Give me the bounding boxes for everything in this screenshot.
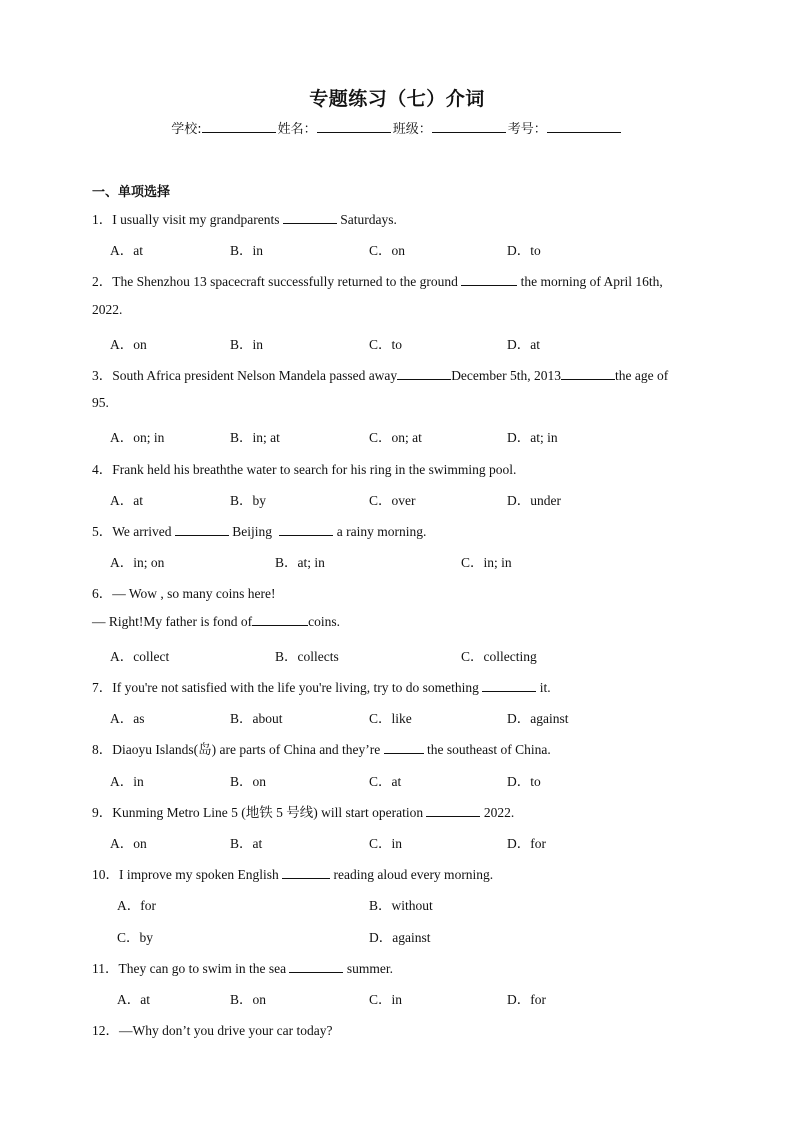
question-6: 6．— Wow , so many coins here! xyxy=(92,586,276,601)
option-b: B．by xyxy=(230,493,267,508)
option-c: C．to xyxy=(369,337,403,352)
question-text: summer. xyxy=(346,961,393,976)
option-c: C．over xyxy=(369,493,416,508)
option-c: C．in; in xyxy=(461,555,512,570)
option-d: D．at; in xyxy=(507,430,558,445)
answer-blank xyxy=(289,961,343,973)
question-8 xyxy=(92,738,551,758)
question-5 xyxy=(92,520,426,540)
option-c: C．in xyxy=(369,992,403,1007)
school-label: 学校: xyxy=(171,122,202,137)
question-3 xyxy=(92,364,668,384)
name-blank xyxy=(317,120,391,133)
exam-number-label: 考号： xyxy=(507,122,547,137)
question-10 xyxy=(92,863,493,883)
option-d: D．at xyxy=(507,337,540,352)
option-a: A．at xyxy=(110,493,143,508)
question-text: — Right!My father is fond of xyxy=(92,614,253,629)
question-text: it. xyxy=(539,680,551,695)
question-3-continued: 95. xyxy=(92,395,109,410)
option-d: D．against xyxy=(507,711,569,726)
option-a: A．at xyxy=(117,992,150,1007)
option-b: B．on xyxy=(230,992,267,1007)
question-text: December 5th, 2013 xyxy=(451,368,562,383)
option-a: A．in; on xyxy=(110,555,165,570)
option-a: A．on xyxy=(110,836,147,851)
answer-blank xyxy=(252,614,308,626)
option-b: B．in xyxy=(230,337,264,352)
question-text: 2．The Shenzhou 13 spacecraft successfully returned to the ground xyxy=(92,274,458,289)
question-text: coins. xyxy=(308,614,340,629)
option-c: C．collecting xyxy=(461,649,537,664)
question-11 xyxy=(92,957,393,977)
option-b: B．collects xyxy=(275,649,339,664)
question-text: the southeast of China. xyxy=(427,742,551,757)
option-c: C．in xyxy=(369,836,403,851)
question-text: 1．I usually visit my grandparents xyxy=(92,212,280,227)
page-title: 专题练习（七）介词 xyxy=(309,88,485,110)
question-text: Saturdays. xyxy=(340,212,397,227)
question-text: Beijing xyxy=(232,524,273,539)
answer-blank xyxy=(482,680,536,692)
option-b: B．without xyxy=(369,898,433,913)
option-d: D．under xyxy=(507,493,561,508)
question-text: 7．If you're not satisfied with the life you're living, try to do something xyxy=(92,680,479,695)
question-7 xyxy=(92,676,551,696)
question-text: reading aloud every morning. xyxy=(333,867,494,882)
answer-blank xyxy=(283,212,337,224)
question-1 xyxy=(92,208,397,228)
question-text: a rainy morning. xyxy=(336,524,427,539)
answer-blank xyxy=(426,805,480,817)
question-9 xyxy=(92,801,514,821)
option-b: B．at; in xyxy=(275,555,325,570)
option-b: B．about xyxy=(230,711,283,726)
option-a: A．for xyxy=(117,898,156,913)
option-b: B．on xyxy=(230,774,267,789)
option-a: A．on xyxy=(110,337,147,352)
question-text: the morning of April 16th, xyxy=(520,274,663,289)
question-text: 3．South Africa president Nelson Mandela passed away xyxy=(92,368,398,383)
question-12: 12．—Why don’t you drive your car today? xyxy=(92,1023,333,1038)
class-blank xyxy=(432,120,506,133)
option-a: A．at xyxy=(110,243,143,258)
option-d: D．for xyxy=(507,836,546,851)
option-b: B．at xyxy=(230,836,263,851)
option-a: A．as xyxy=(110,711,145,726)
answer-blank xyxy=(397,368,451,380)
option-b: B．in xyxy=(230,243,264,258)
answer-blank xyxy=(282,867,330,879)
option-c: C．on xyxy=(369,243,406,258)
option-c: C．like xyxy=(369,711,412,726)
question-4 xyxy=(92,458,516,478)
question-6-reply xyxy=(92,614,340,630)
section-heading: 一、单项选择 xyxy=(92,185,171,200)
question-2 xyxy=(92,270,663,290)
class-label: 班级： xyxy=(392,122,432,137)
name-label: 姓名： xyxy=(277,122,317,137)
option-d: D．against xyxy=(369,930,431,945)
option-a: A．in xyxy=(110,774,144,789)
question-text: the water to search for his ring in the swimming pool. xyxy=(226,462,517,477)
option-c: C．by xyxy=(117,930,154,945)
answer-blank xyxy=(561,368,615,380)
option-a: A．on; in xyxy=(110,430,165,445)
option-a: A．collect xyxy=(110,649,170,664)
exam-number-blank xyxy=(547,120,621,133)
option-c: C．at xyxy=(369,774,402,789)
school-blank xyxy=(202,120,276,133)
question-text: 4．Frank held his breath xyxy=(92,462,227,477)
question-text: 5．We arrived xyxy=(92,524,172,539)
answer-blank xyxy=(175,524,229,536)
question-text: 8．Diaoyu Islands(岛) are parts of China and they’re xyxy=(92,742,381,757)
option-d: D．to xyxy=(507,774,541,789)
question-text: the age of xyxy=(615,368,669,383)
option-d: D．to xyxy=(507,243,541,258)
question-text: 2022. xyxy=(483,805,515,820)
answer-blank xyxy=(279,524,333,536)
option-d: D．for xyxy=(507,992,546,1007)
student-info-line xyxy=(0,118,794,137)
answer-blank xyxy=(384,742,424,754)
question-text: 11．They can go to swim in the sea xyxy=(92,961,287,976)
option-c: C．on; at xyxy=(369,430,422,445)
answer-blank xyxy=(461,274,517,286)
question-2-continued: 2022. xyxy=(92,302,123,317)
question-text: 9．Kunming Metro Line 5 (地铁 5 号线) will start operation xyxy=(92,805,424,820)
question-text: 10．I improve my spoken English xyxy=(92,867,279,882)
option-b: B．in; at xyxy=(230,430,280,445)
